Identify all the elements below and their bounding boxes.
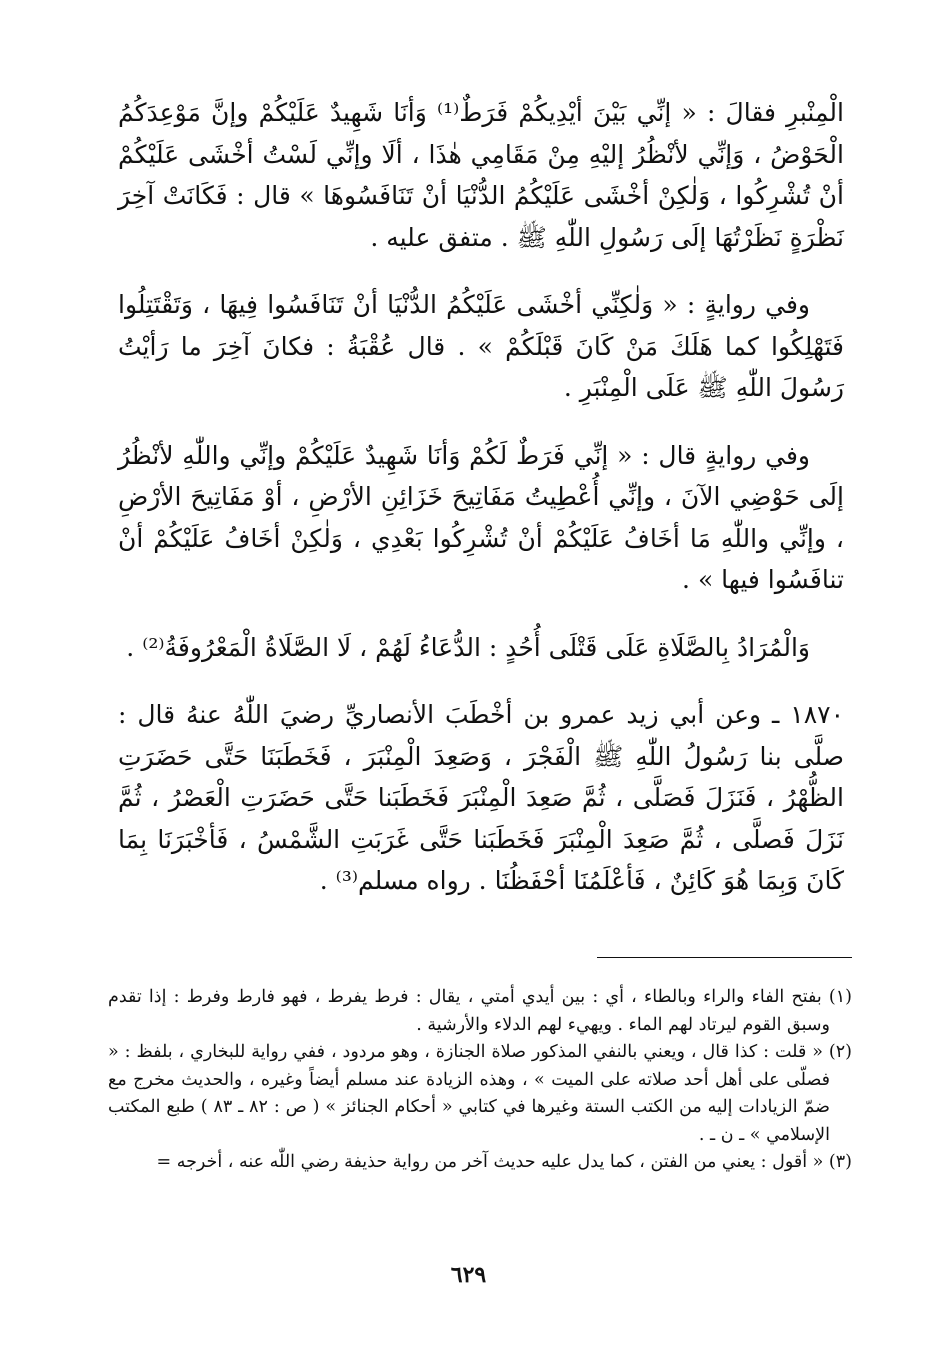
paragraph-1: الْمِنْبرِ فقالَ : « إنِّي بَيْنَ أيْدِيكُمْ فَرَطٌ⁽¹⁾ وَأنَا شَهِيدٌ عَلَيْكُمْ وإنَّ مَوْعِدَكُمُ الْحَوْضُ ، وَإنِّي لأنْظُرُ إليْهِ مِنْ مَقَامِي هٰذَا ، ألَا وإنِّي لَسْتُ أخْشَى عَلَيْكُمْ أنْ تُشْرِكُوا ، وَلٰكِنْ أخْشَى عَلَيْكُمُ الدُّنْيَا أنْ تَنَافَسُوهَا » قال : فَكَانَتْ آخِرَ نَظْرَةٍ نَظَرْتُهَا إلَى رَسُولِ اللّٰهِ ﷺ . متفق عليه . (118, 98, 844, 252)
footnote-3: (٣) « أقول : يعني من الفتن ، كما يدل عليه حديث آخر من رواية حذيفة رضي اللّٰه عنه ، أخرجه = (156, 1152, 852, 1172)
footnotes (108, 984, 852, 1177)
footnote-divider (597, 957, 852, 958)
hadith-1870-paragraph: ١٨٧٠ ـ وعن أبي زيد عمرو بن أخْطَبَ الأنصاريِّ رضيَ اللّٰهُ عنهُ قال : صلَّى بنا رَسُولُ اللّٰهِ ﷺ الْفَجْرَ ، وَصَعِدَ الْمِنْبَرَ ، فَخَطَبَنَا حَتَّى حَضَرَتِ الظُّهْرُ ، فَنَزَلَ فَصَلَّى ، ثُمَّ صَعِدَ الْمِنْبَرَ فَخَطَبَنا حَتَّى حَضَرَتِ الْعَصْرُ ، ثُمَّ نَزَلَ فَصلَّى ، ثُمَّ صَعِدَ الْمِنْبَرَ فَخَطَبَنا حَتَّى غَرَبَتِ الشَّمْسُ ، فَأخْبَرَنَا بِمَا كَانَ وَبِمَا هُوَ كَائِنٌ ، فَأعْلَمُنَا أحْفَظُنَا . رواه مسلم⁽³⁾ . (118, 700, 844, 895)
paragraph-2: وفي روايةٍ : « وَلٰكِنِّي أخْشَى عَلَيْكُمُ الدُّنْيَا أنْ تَنَافَسُوا فِيهَا ، وَتَقْتَتِلُوا فَتَهْلِكُوا كما هَلَكَ مَنْ كَانَ قَبْلَكُمْ » . قال عُقْبَةُ : فكانَ آخِرَ ما رَأيْتُ رَسُولَ اللّٰهِ ﷺ عَلَى الْمِنْبَرِ . (118, 290, 844, 402)
footnote-1: (١) بفتح الفاء والراء وبالطاء ، أي : بين أيدي أمتي ، يقال : فرط يفرط ، فهو فارط وفرط : إذا تقدم وسبق القوم ليرتاد لهم الماء . ويهيء لهم الدلاء والأرشية . (108, 987, 852, 1035)
main-text (118, 92, 844, 928)
paragraph-3: وفي روايةٍ قال : « إنِّي فَرَطٌ لَكُمْ وَأنَا شَهِيدٌ عَلَيْكُمْ وإنِّي واللّٰهِ لأنْظُرُ إلَى حَوْضِي الآنَ ، وإنِّي أُعْطِيتُ مَفَاتِيحَ خَزَائِنِ الأرْضِ ، أوْ مَفَاتِيحَ الأرْضِ ، وإنِّي واللّٰهِ مَا أخَافُ عَلَيْكُمْ أنْ تُشْرِكُوا بَعْدِي ، وَلٰكِنْ أخَافُ عَلَيْكُمْ أنْ تنافَسُوا فيها » . (118, 440, 844, 594)
footnote-2: (٢) « قلت : كذا قال ، ويعني بالنفي المذكور صلاة الجنازة ، وهو مردود ، ففي رواية للبخاري ، بلفظ : « فصلّى على أهل أحد صلاته على الميت » ، وهذه الزيادة عند مسلم أيضاً وغيره ، والحديث مخرج مع ضمّ الزيادات إليه من الكتب الستة وغيرها في كتابي « أحكام الجنائز » ( ص : ٨٢ ـ ٨٣ ) طبع المكتب الإسلامي » ـ ن ـ . (108, 1042, 852, 1145)
page-number: ٦٢٩ (450, 1262, 487, 1288)
paragraph-4: وَالْمُرَادُ بِالصَّلَاةِ عَلَى قَتْلَى أُحُدٍ : الدُّعَاءُ لَهُمْ ، لَا الصَّلَاةُ الْمَعْرُوفَةُ⁽²⁾ . (126, 632, 810, 662)
